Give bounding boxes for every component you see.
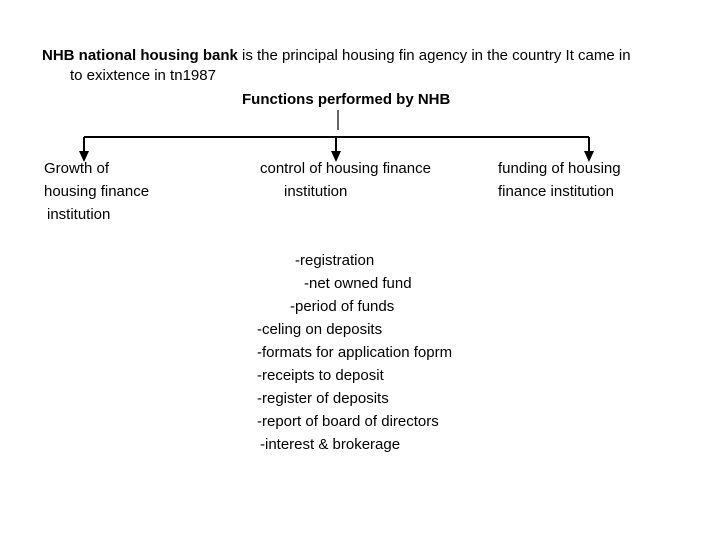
center-branch-line-1: control of housing finance (260, 160, 431, 177)
control-item: -report of board of directors (257, 413, 439, 430)
diagram-title: Functions performed by NHB (242, 91, 451, 108)
right-branch-line-1: funding of housing (498, 160, 621, 177)
intro-rest: is the principal housing fin agency in the country It came in (237, 47, 631, 64)
control-item: -registration (295, 252, 375, 269)
center-branch-line-2: institution (284, 183, 348, 200)
intro-bold-lead: NHB national housing bank (42, 47, 238, 64)
control-item: -interest & brokerage (260, 436, 401, 453)
control-item: -register of deposits (257, 390, 389, 407)
right-branch-line-2: finance institution (498, 183, 614, 200)
control-item: -celing on deposits (257, 321, 383, 338)
control-item: -net owned fund (304, 275, 412, 292)
left-branch-line-2: housing finance (44, 183, 150, 200)
control-item: -formats for application foprm (257, 344, 453, 361)
left-branch-line-3: institution (47, 206, 111, 223)
intro-line-2: to exixtence in tn1987 (70, 67, 216, 84)
control-item: -receipts to deposit (257, 367, 384, 384)
control-item: -period of funds (290, 298, 395, 315)
left-branch-line-1: Growth of (44, 160, 110, 177)
